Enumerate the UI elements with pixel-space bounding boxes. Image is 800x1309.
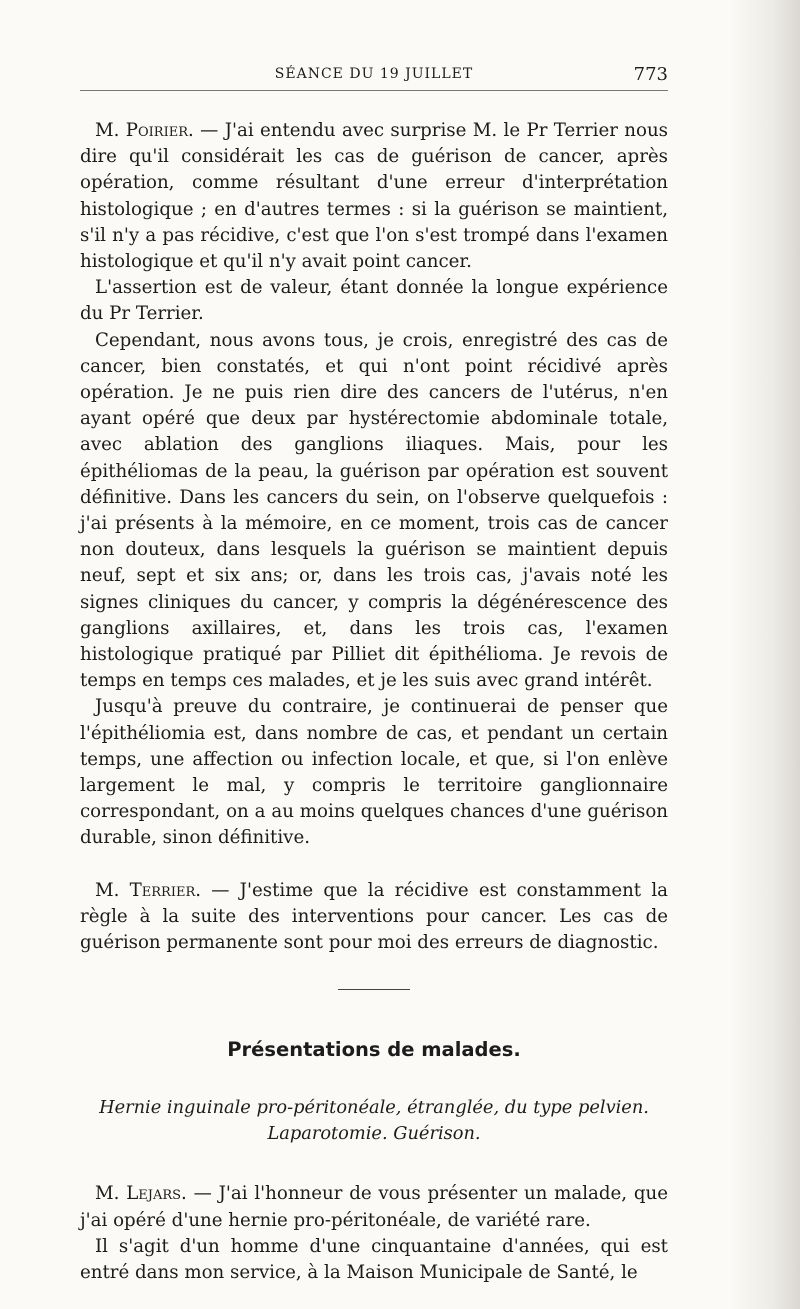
paragraph-text: — J'ai l'honneur de vous présenter un malade, que j'ai opéré d'une hernie pro-péritonéale, de variété rare.: [80, 1183, 668, 1231]
document-page: [80, 60, 668, 1286]
running-header: [80, 60, 668, 91]
header-title: SÉANCE DU 19 JUILLET: [274, 66, 474, 82]
speaker-name: M. Lejars.: [95, 1183, 187, 1205]
paragraph-text: — J'ai entendu avec surprise M. le Pr Terrier nous dire qu'il considérait les cas de guérison de cancer, après opération, comme résultant d'une erreur d'interprétation histologique ; en d'autres termes : si la guérison se maintient, s'il n'y a pas récidive, c'est que l'on s'est trompé dans l'examen histologique et qu'il n'y avait point cancer.: [80, 120, 668, 273]
paragraph-poirier: [80, 118, 668, 275]
section-heading: Présentations de malades.: [227, 1038, 521, 1062]
speaker-name: M. Terrier.: [95, 879, 202, 901]
paragraph-cependant: Cependant, nous avons tous, je crois, enregistré des cas de cancer, bien constatés, et qui n'ont point récidivé après opération. Je ne puis rien dire des cancers de l'utérus, n'en ayant opéré que deux par hystérectomie abdominale totale, avec ablation des ganglions iliaques. Mais, pour les épithéliomas de la peau, la guérison par opération est souvent définitive. Dans les cancers du sein, on l'observe quelquefois : j'ai présents à la mémoire, en ce moment, trois cas de cancer non douteux, dans lesquels la guérison se maintient depuis neuf, sept et six ans; or, dans les trois cas, j'avais noté les signes cliniques du cancer, y compris la dégénérescence des ganglions axillaires, et, dans les trois cas, l'examen histologique pratiqué par Pilliet dit épithélioma. Je revois de temps en temps ces malades, et je les suis avec grand intérêt.: [80, 329, 668, 692]
subheading-line: Hernie inguinale pro-péritonéale, étranglée, du type pelvien.: [99, 1097, 649, 1119]
paragraph-lejars: [80, 1181, 668, 1233]
paragraph-text: — J'estime que la récidive est constamment la règle à la suite des interventions pour cancer. Les cas de guérison permanente sont pour moi des erreurs de diagnostic.: [80, 879, 668, 954]
paragraph-terrier: [80, 878, 668, 957]
scan-edge-shadow: [730, 0, 800, 1309]
page-number: 773: [633, 64, 668, 85]
case-subheading: [80, 1095, 668, 1147]
paragraph-patient: Il s'agit d'un homme d'une cinquantaine d'années, qui est entré dans mon service, à la Maison Municipale de Santé, le: [80, 1235, 668, 1283]
subheading-line: Laparotomie. Guérison.: [267, 1123, 481, 1145]
paragraph-assertion: L'assertion est de valeur, étant donnée la longue expérience du Pr Terrier.: [80, 277, 668, 325]
speaker-name: M. Poirier.: [95, 120, 194, 141]
section-divider: [338, 989, 410, 990]
paragraph-jusqua: Jusqu'à preuve du contraire, je continuerai de penser que l'épithéliomia est, dans nombre de cas, et pendant un certain temps, une affection ou infection locale, et que, si l'on enlève largement le mal, y compris le territoire ganglionnaire correspondant, on a au moins quelques chances d'une guérison durable, sinon définitive.: [80, 696, 668, 849]
